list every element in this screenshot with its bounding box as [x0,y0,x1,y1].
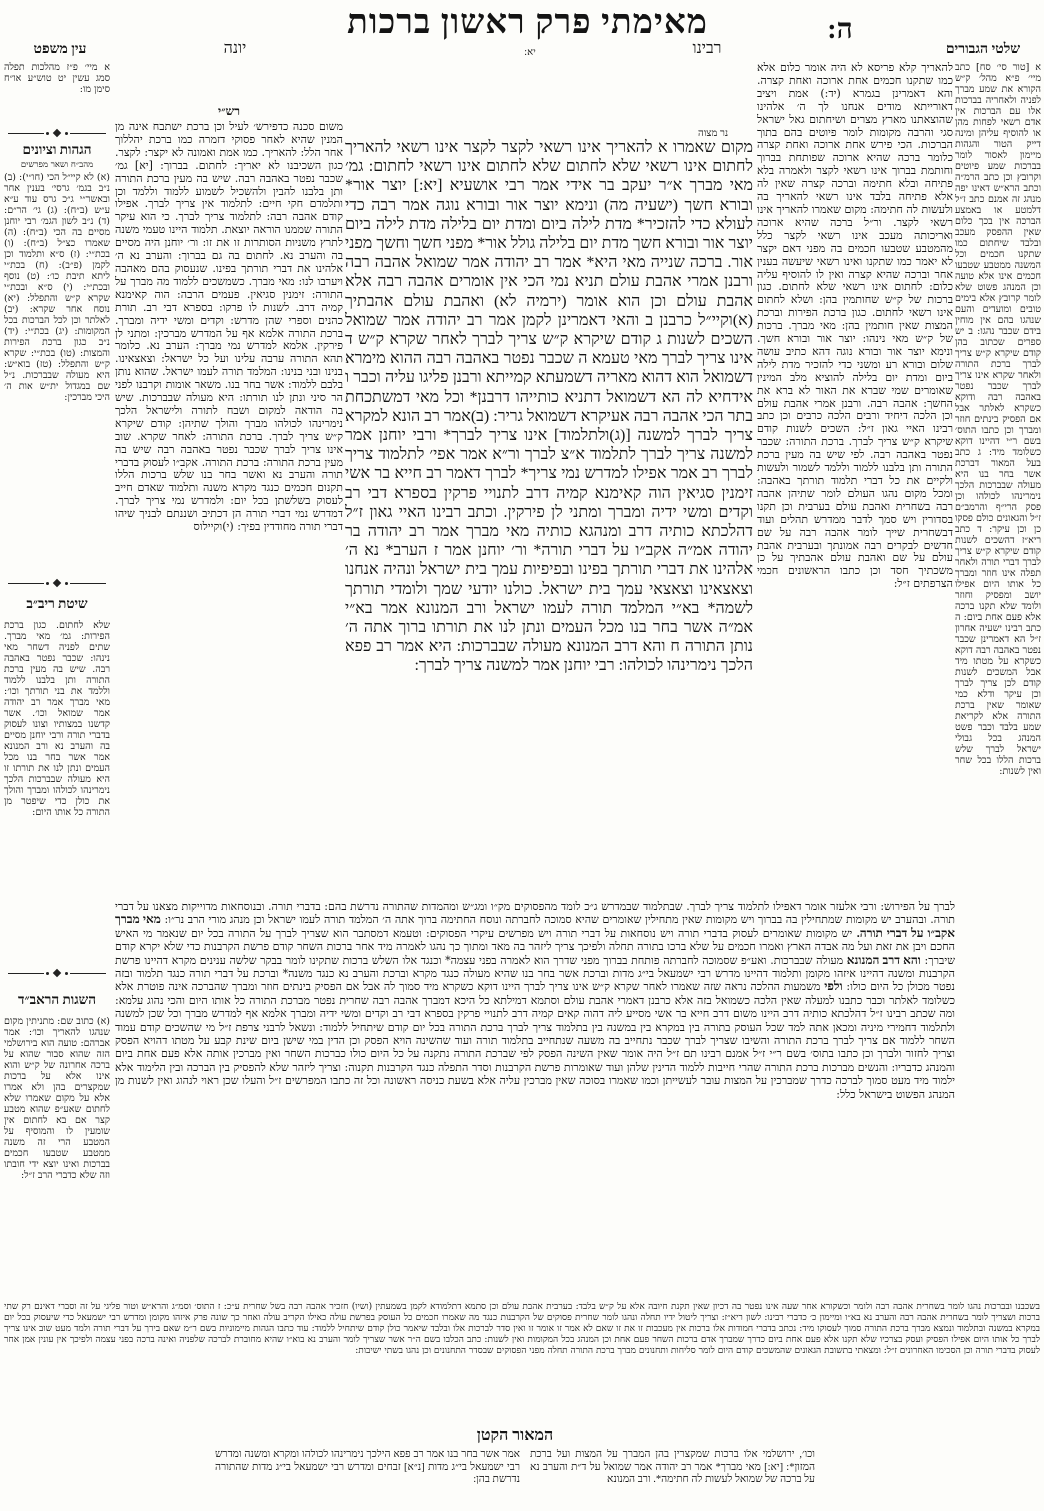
hamaor-hakatan-header: המאור הקטן [476,1427,554,1444]
hamaor-right-column: וכו׳, ירושלמי אלו ברכות שמקצרין בהן המברך על המצות ועל ברכת המזון*: [יא:] מאי מברך* אמר רב יהודה אמר שמואל על ד״ת והערב נא על ברכה של שמואל לעשות לה חתימה*. ורב המנונא [530,1449,815,1486]
commentary-segment-lead: והא דרב המנונא [846,952,921,967]
shitat-ribav-header: שיטת ריב״ב [26,596,88,611]
shitat-ribav-text: שלא לחתום. כגון ברכת הפירות: גמ׳ מאי מברך. שתים לפניה דשחר מאי נינהו: שכבר נפטר באהבה רבה. שיש בה מעין ברכת התורה ותן בלבנו ללמוד וללמד את בני תורתך וכו׳: מאי מברך אמר רב יהודה אמר שמואל וכו׳. אשר קדשנו במצותיו וצונו לעסוק בדברי תורה ורבי יוחנן מסיים בה והערב נא ורב המנונא אמר אשר בחר בנו מכל העמים ונתן לנו את תורתו זו היא מעולה שבברכות הלכך נימרינהו לכולהו ומברך והולך את כולן כדי שיפטר מן התורה כל אותו היום: [4,620,110,818]
daf-number: ה: [827,14,853,45]
shiltei-hagiborim-header: שלטי הגבורים [945,42,1021,57]
yonah-label: יונה [223,40,247,57]
commentary-segment-lead: ולפי [824,979,843,994]
hamaor-left-column: אמר אשר בחר בנו אמר רב פפא הילכך נימרינהו לכולהו ומקרא ומשנה ומדרש רבי ישמעאל בי״ג מדות [נ״א] זבחים ומדרש רבי ישמעאל בי״ג מדות שהתורה נדרשת בהן: [215,1449,520,1486]
section-divider [8,578,106,588]
ein-mishpat-header: עין משפט [33,42,87,57]
rif-main-text: מקום שאמרו א להאריך אינו רשאי לקצר לקצר אינו רשאי להאריך לחתום אינו רשאי שלא לחתום שלא לחתום אינו רשאי לחתום: גמ׳ מאי מברך א״ר יעקב בר אידי אמר רבי אושעיא [יא:] יוצר אור* ובורא חשך (ישעיה מה) ונימא יוצר אור ובורא נוגה אמר רבה כדי לעולא כדי להזכיר* מדת לילה ביום ומדת יום בלילה מדת לילה ביום יוצר אור ובורא חשך מדת יום בלילה גולל אור* מפני חשך וחשך מפני אור. ברכה שנייה מאי היא* אמר רב יהודה אמר שמואל אהבה רבה ורבנן אמרי אהבת עולם תניא נמי הכי אין אומרים אהבה רבה אלא אהבת עולם וכן הוא אומר (ירמיה לא) ואהבת עולם אהבתיך (א)וקיי״ל כרבנן ב והאי דאמרינן לקמן אמר רב יהודה אמר שמואל השכים לשנות ג קודם שיקרא ק״ש צריך לברך לאחר שקרא ק״ש ד אינו צריך לברך מאי טעמא ה שכבר נפטר באהבה רבה ההוא מימרא דשמואל הוא דהוא מאריה דשמעתא קמייתא ורבנן פליגו עליה וכבר ו אידחיא לה הא דשמואל דתניא כותייהו דרבנן* וכל מאי דמשתכחת בתר הכי אהבה רבה אעיקרא דשמואל גריר: (ב)אמר רב הונא למקרא צריך לברך למשנה [(ג)ולתלמוד] אינו צריך לברך* ורבי יוחנן אמר למשנה צריך לברך לתלמוד א״צ לברך ור״א אמר אפי׳ לתלמוד צריך לברך רב אמר אפילו למדרש נמי צריך* לברך דאמר רב חייא בר אשי זימנין סגיאין הוה קאימנא קמיה דרב לתנויי פרקין בספרא דבי רב וקדים ומשי ידיה ומברך ומתני לן פירקין. וכתב רבינו האיי גאון ז״ל דהלכתא כותיה דרב ומנהגא כותיה מאי מברך אמר רב יהודה בר יהודה אמ״ה אקב״ו על דברי תורה* ור׳ יוחנן אמר ז הערב* נא ה׳ אלהינו את דברי תורתך בפינו ובפיפיות עמך בית ישראל ונהיה אנחנו וצאצאינו וצאצאי עמך בית ישראל. כולנו יודעי שמך ולומדי תורתך לשמה* בא״י המלמד תורה לעמו ישראל ורב המנונא אמר בא״י אמ״ה אשר בחר בנו מכל העמים ונתן לנו את תורתו ברוך אתה ה׳ נותן התורה ח והא דרב המנונא מעולה שבברכות: היא אמר רב פפא הלכך נימרינהו לכולהו: רבי יוחנן אמר למשנה צריך לברך: [345,139,753,675]
ein-mishpat-text: א מיי׳ פ״ז מהלכות תפלה סמג עשין יט טוש״ע או״ח סימן מו: [4,62,110,95]
section-divider [8,128,106,138]
rashi-header: רש״י [217,104,241,118]
section-divider [8,968,106,978]
commentary-segment-text: משמעות ההלכה נראה שזה שאמרו לאחר שקרא ק״ש אינו צריך לברך היינו דוקא כשקרא מיד סמוך לה אבל אם הפסיק בינתים חוזר ומברך שהברכה אינה פוטרת אלא כשלומד לאלתר וכבר כתבנו למעלה שאין הלכה כשמואל בזה אלא כרבנן דאמרי אהבת עולם וסתמא דמילתא כל היכא דמברך אהבה רבה שחרית נפטר מברכת התורה כל אותו היום והכי נהוג עלמא: ומה שכתב רבינו ז״ל דהלכתא כותיה דרב היינו משום דרב חייא בר אשי מסייע ליה דהוה קאים קמיה דרב לתנויי פרקין בספרא דבי רב וקדים ומשי ידיה ומברך אלמא אף למדרש מברך וכל שכן למשנה ולתלמוד דחמירי מיניה ומכאן אתה למד שכל העוסק בתורה בין במקרא בין במשנה בין בתלמוד צריך לברך ברכת התורה בכל יום קודם שיתחיל ללמוד: ונשאל לרבני צרפת ז״ל מי שהשכים קודם עמוד השחר ללמוד אם צריך לברך ברכת התורה והשיבו שצריך לברך שכבר נתחייב בה משעה שנתחייב בתלמוד תורה ועוד שהשינה הויא הפסק וכן הדין במי שישן ביום שינת קבע על מטתו דהויא הפסק וצריך לחזור ולברך וכן כתבו בתוס׳ בשם ר״י ז״ל אמנם רבינו תם ז״ל היה אומר שאין השינה הפסק לפי שברכת התורה נתקנה על כל היום כולו כברכות השחר ואין מברכין אותה אלא פעם אחת ביום והמנהג כדבריו: והנשים מברכות ברכת התורה שהרי חייבות ללמוד הדינין שלהן ועוד שאומרות פרשת הקרבנות וסדר התפלה כנגד הקרבנות תקנוה: וצריך ליזהר שלא להפסיק בין הברכה ובין הלימוד אלא ילמוד מיד מעט סמוך לברכה כדרך שמברכין על המצות עובר לעשייתן וכמו שאמרו בסוכה שאין מברכין עליה אלא בשעת כניסה ראשונה וכל זה כתבו המפרשים ז״ל והעלו שכן ראוי לנהוג ואין לשנות מן המנהג הפשוט בישראל כלל: [115,980,955,1101]
hasagot-raavad-text: (א) כתוב שם: מתניתין מקום שנהגו להאריך וכו׳: אמר אברהם: טועה הוא בירושלמי הזה שהוא סבור שהוא על ברכה אחרונה של ק״ש והוא אינו אלא על ברכות שמקצרים בהן ולא אמרו אלא על מקום שאמרו שלא לחתום שאע״פ שהוא מטבע קצר אם בא לחתום אין שומעין לו והמוסיף על המטבע הרי זה משנה ממטבע שטבעו חכמים בברכות ואינו יוצא ידי חובתו וזה שלא כדברי הרב ז״ל: [4,1016,110,1181]
commentary-segment-text: לברך על הפירוש: ורבי אלעזר אומר דאפילו לתלמוד צריך לברך. שבתלמוד שבמדרש ג״כ לומד מהפסוקים מק״ו ומג״ש ומהמדות שהתורה נדרשת בהם: בדברי תורה. ובנוסחאות מדוייקות מצאנו על דברי תורה. ובהערב יש מקומות שמתחילין בה בברוך ויש מקומות שאין מתחילין שאומרים שהיא סמוכה לחברתה ונוסח החתימה ברוך אתה ה׳ המלמד תורה לעמו ישראל וכן מנהג מורי הרב נר״ו: [115,900,955,927]
rabbeinu-label: רבינו [692,40,722,57]
commentary-segment-text: מעולה שבברכות. ואע״פ שסמוכה לחברתה פותחת בברוך מפני שדרך הוא לאמרה בפני עצמה* וכנגד אלו השלש ברכות שתקינו לומר בבקר שלשה ענינים מקרא דהיינו פרשת הקרבנות ומשנה דהיינו איזהו מקומן ותלמוד דהיינו מדרש רבי ישמעאל בי״ג מדות וברכת אשר בחר בנו שהיא מעולה כנגד מקרא וברכת והערב נא כנגד משנה* וברכת על דברי תורה כנגד תלמוד ובזה נפטר מכולן כל היום כולו: [115,953,955,994]
rabbeinu-yonah-column: להאריך קלא פריסא לא היה אומר כלום אלא כמו שתקנו חכמים אחת ארוכה ואחת קצרה. והא דאמרינן בגמרא (יד:) אמת ויציב דאורייתא מודים אנחנו לך ה׳ אלהינו שהוצאתנו מארץ מצרים ושיחתום גאל ישראל סגי והרבה מקומות לומר פיוטים בהם בתוך הברכות. הכי פירש אחת ארוכה ואחת קצרה כלומר ברכה שהיא ארוכה שפותחת בברוך וחותמת בברוך אינו רשאי לקצר ולאמרה בלא פתיחה ובלא חתימה וברכה קצרה שאין לה אלא פתיחה בלבד אינו רשאי להאריך בה ולעשות לה חתימה: מקום שאמרו להאריך אינו רשאי לקצר. ור״ל ברכה שהיא ארוכה ואריכותה מעכב אינו רשאי לקצר כלל מהמטבע שטבעו חכמים בה מפני דאם יקצר לא יאמר כמו שתקנו ואינו רשאי שיעשה בענין אחר וברכה שהיא קצרה ואין לו להוסיף עליה כלום: לחתום אינו רשאי שלא לחתום. כגון ברכות של ק״ש שחותמין בהן: ושלא לחתום אינו רשאי לחתום. כגון ברכת הפירות וברכת המצות שאין חותמין בהן: מאי מברך. ברכות של ק״ש מאי נינהו: יוצר אור ובורא חשך. ונימא יוצר אור ובורא נוגה דהא כתיב עושה שלום ובורא רע ומשני כדי להזכיר מדת לילה ביום ומדת יום בלילה להוציא מלב המינין שאומרים שמי שברא את האור לא ברא את החשך: אהבה רבה. ורבנן אמרי אהבת עולם וכן הלכה דיחיד ורבים הלכה כרבים וכן כתב רבינו האיי גאון ז״ל: השכים לשנות קודם שיקרא ק״ש צריך לברך. ברכת התורה: שכבר נפטר באהבה רבה. לפי שיש בה מעין ברכת התורה ותן בלבנו ללמוד וללמד לשמור ולעשות ולקיים את כל דברי תלמוד תורתך באהבה: ומכל מקום נהגו העולם לומר שתיהן אהבה רבה בשחרית ואהבת עולם בערבית וכן תקנו בסדורין ויש סמך לדבר ממדרש תהלים ועוד דבשחרית שייך לומר אהבה רבה על שם חדשים לבקרים רבה אמונתך ובערבית אהבת עולם על שם ואהבת עולם אהבתיך על כן משכתיך חסד וכן כתבו הראשונים חכמי הצרפתים ז״ל: [757,62,953,591]
rabbeinu-yonah-full-width [115,900,955,1298]
ner-mitzvah-label: נר מצוה [698,128,729,139]
hagahot-header: הגהות וציונים [22,142,92,157]
hagahot-subtitle: מהב״ח ושאר מפרשים [20,160,94,170]
hagahot-text: (א) לא קיי״ל הכי (חו״י): (ב) נ״ב בגמ׳ גרסי׳ בענין אחר ובאשר״י ג״כ גרס עוד ע״א ע״ש (ב״ח): (ג) גי׳ הר״ם: (ד) נ״ב לשון הגמ׳ רבי יוחנן מסיים בה הכי (ב״ח): (ה) שאמרו כצ״ל (ב״ח): (ו) בכת״י: (ז) ס״א ותלמוד וכן לקמן (פ״ב): (ח) בכת״י ליתא תיבת כו׳: (ט) נוסף ובכת״י: (י) ס״א ובכת״י שקרא ק״ש והתפלל: (יא) נוסח אחר שקרא: (יב) לאלתר וכן לכל הברכות בכל המקומות: (יג) בכת״י: (יד) נ״ב כגון ברכת הפירות והמצות: (טו) בכת״י: שקרא ק״ש והתפלל: (טז) בוא״ש: היא מעולה שבברכות. נ״ל שם במגדול ית״ש אות ה׳ היכי מברכין: [4,172,110,403]
shiltei-hagiborim-text: א [טור סי׳ סח] כתב מיי׳ פ״א מהל׳ ק״ש הקורא את שמע מברך לפניה ולאחריה בברכות אלו עם הברכות אין אדם רשאי לפחות מהן או להוסיף עליהן ומינה דייק הטור והגהות מיימון לאסור לומר בברכות שמע פיוטים וקרובץ וכן כתב הרמ״ה וכתב הרא״ש דאינו יפה מנהג זה אמנם כתב ז״ל דלמטע או באמצע הברכה אין בכך כלום שאין ההפסק מעכב ובלבד שיחתום כמו שתקנו חכמים וכל המשנה ממטבע שטבעו חכמים אינו אלא טועה וכן המנהג פשוט שלא לומר קרובץ אלא בימים טובים ומועדים והעם שנהגו בהם אין מוחין בידם שכבר נהגו: ב יש ספרים שכתוב בהן קודם שיקרא ק״ש צריך לברך ברכת התורה ולאחר שקרא אינו צריך לברך שכבר נפטר באהבה רבה ודוקא כשקרא לאלתר אבל אם הפסיק בינתים חוזר ומברך וכן כתבו התוס׳ בשם ר״י דהיינו דוקא כשלומד מיד: ג כתב בעל המאור דברכת אשר בחר בנו היא מעולה שבברכות הלכך נימרינהו לכולהו וכן פסק הרי״ף והרמב״ם ז״ל והגאונים כולם פסקו כן וכן עיקר: ד כתב ריא״ז דהשכים לשנות קודם שיקרא ק״ש צריך לברך דברי תורה ולאחר תפלה אינו חוזר ומברך כל אותו היום אפילו יושב ומפסיק וחוזר ולומד שלא תקנו ברכה אלא פעם אחת ביום: ה כתב רבינו ישעיה אחרון ז״ל הא דאמרינן שכבר נפטר באהבה רבה דוקא כשקרא על מטתו מיד אבל המשכים לשנות קודם לכן צריך לברך וכן עיקר ודלא כמי שאומר שאין ברכת התורה אלא לקריאת שמע בלבד וכבר פשט המנהג בכל גבולי ישראל לברך שלש ברכות הללו בכל שחר ואין לשנות: [955,62,1041,777]
commentary-segment-lead: מאי מברך אקב״ו על דברי תורה. [115,912,955,940]
page-title: מאימתי פרק ראשון ברכות [347,4,708,41]
hasagot-raavad-header: השגות הראב״ד [17,992,97,1007]
rif-daf-marker: יא: [524,47,536,58]
rashi-text: משום סכנה כדפירש׳ לעיל וכן ברכת ישתבח אינה מן המנין שהיא לאחר פסוקי דזמרה כמו ברכת יהללוך אחר הלל: להאריך. כמו אמת ואמונה לא יקצר: לקצר. כגון השכיבנו לא יאריך: לחתום. בברוך: [יא] גמ׳ שכבר נפטר באהבה רבה. שיש בה מעין ברכת התורה ותן בלבנו להבין ולהשכיל לשמוע ללמוד וללמד וכן ותלמדם חקי חיים: לתלמוד אין צריך לברך. אפילו קודם אהבה רבה: לתלמוד צריך לברך. כי הוא עיקר התורה שממנו הוראה יוצאת. תלמוד היינו טעמי משנה לתרץ משניות הסותרות זו את זו: ור׳ יוחנן היה מסיים בה והערב נא. לחתום בה גם בברוך: והערב נא ה׳ אלהינו את דברי תורתך בפינו. שנעסוק בהם מאהבה ויערבו לנו: מאי מברך. כשמשכים ללמוד מה מברך על התורה: זימנין סגיאין. פעמים הרבה: הוה קאימנא קמיה דרב. לשנות לו פרקו: בספרא דבי רב. תורת כהנים וספרי שהן מדרש: וקדים ומשי ידיה ומברך. ברכת התורה אלמא אף על המדרש מברכין: ומתני לן פירקין. אלמא למדרש נמי מברך: הערב נא. כלומר תהא התורה ערבה עלינו ועל כל ישראל: וצאצאינו. בנינו ובני בנינו: המלמד תורה לעמו ישראל. שהוא נותן בלבם ללמוד: אשר בחר בנו. משאר אומות וקרבנו לפני הר סיני ונתן לנו תורתו: היא מעולה שבברכות. שיש בה הודאה למקום ושבח לתורה ולישראל הלכך נימרינהו לכולהו מברך והולך שתיהן: קודם שיקרא ק״ש צריך לברך. ברכת התורה: לאחר שקרא. שוב אינו צריך לברך שכבר נפטר באהבה רבה שיש בה מעין ברכת התורה: ברכת התורה. אקב״ו לעסוק בדברי תורה והערב נא ואשר בחר בנו שלש ברכות הללו תקנום חכמים כנגד מקרא משנה ותלמוד שאדם חייב לעסוק בשלשתן בכל יום: ולמדרש נמי צריך לברך. דמדרש נמי דברי תורה הן דכתיב ושננתם לבניך שיהו דברי תורה מחודדין בפיך: (י)וקיילוס [115,121,343,534]
commentary-segment-text: יש מקומות שאומרים לעסוק בדברי תורה ויש נוסחאות על דברי תורה ויש מפרשים עיקרי הפסוקים: וטעמא דמסתבר הוא שצריך לברך על התורה בכל יום שנאמר מי האיש החכם ויבן את זאת ועל מה אבדה הארץ ואמרו חכמים על שלא ברכו בתורה תחלה ולפיכך צריך ליזהר בה מאד ומתוך כך נהגו לאמרה מיד אחר ברכות השחר קודם פרשת הקרבנות כדי שלא יקרא קודם שיברך: [115,926,955,967]
footnotes-band: בשכבנו ובברכות נהגו לומר בשחרית אהבה רבה ולומר וכשקורא אחר שעה אינו נפטר בה דכיון שאין תקנת חיובה אלא על ק״ש בלבד: בערבית אהבת עולם וכן סתמא דתלמודא לקמן בשמעתין (ושיו) חזכיר אהבה רבה בשל שחרית ע״כ: ז התוס׳ וסמ״ג והרא״ש וטור פליגי על זה וסברי דאינם רק שתי ברכות ושצריך לומר בשחרית אהבה רבה והערב נא בא״ו ומיימון כ׳ כדברי רבינו: לשון ריא״ז: וצריך ליטול ידיו תחלה ונהגו לומר שחרית פסוקים של הקרבנות כנגד מה שאמרו חכמים כל העוסק בפרשת עולה כאילו הקריב עולה ואחר כך שונה פרק איזהו מקומן ומדרש רבי ישמעאל כדי שיעסוק בכל יום במקרא במשנה ובתלמוד ונמצא מברך ברכת התורה סמוך לעסוקו מיד: נכתב בדברי חמודות אלו ברכות אין מעכבות זו את זו שאם לא אמר זו אומר זו ואין סדר לברכות אלו ובלבד שיאמר כולן קודם שיתחיל ללמוד: עוד כתבו הגהות מיימוניות בשם ר״מ שאם בירך על דברי תורה ולמד מעט שוב אינו צריך לברך כל אותו היום אפילו הפסיק ועסק בצרכיו שלא תקנו אלא פעם אחת ביום כדרך שמברך אדם ברכות השחר פעם אחת וכן המנהג בכל המקומות ואין לשנות: כתב הכלבו בשם ה״ר אשר שצריך לומר והערב נא בוא״ו שהיא מחוברת לברכה שלפניה ואינה ברכה בפני עצמה ולפיכך אין עונין אמן אחר לעסוק בדברי תורה וכן הסכימו האחרונים ז״ל: ומצאתי בתשובת הגאונים שהמשכים קודם היום לומר סליחות ותחנונים מברך ברכת התורה תחלה מפני הפסוקים שבסדר התחנונים וכן נהגו בשתי ישיבות: [4,1302,1040,1356]
